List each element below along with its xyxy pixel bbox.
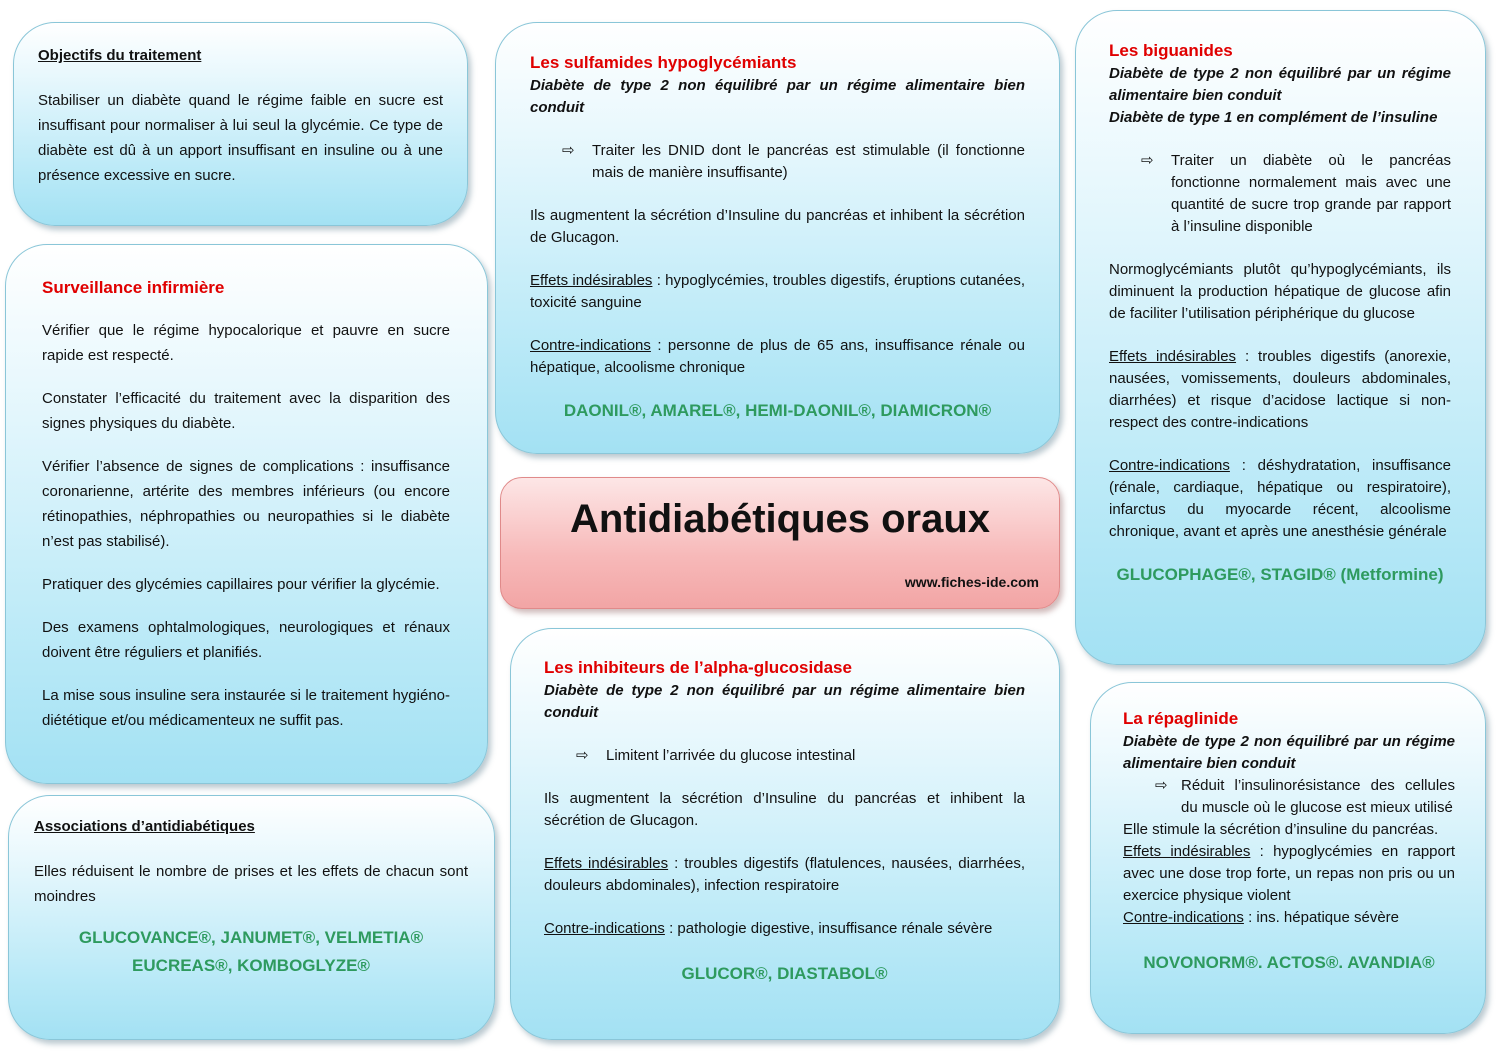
surveillance-paragraph: Constater l’efficacité du traitement avec la disparition des signes physiques du diabète. [42,390,450,432]
alpha-drugs: GLUCOR®, DIASTABOL® [681,964,888,983]
sulfamides-bullet [530,140,1025,184]
alpha-heading: Les inhibiteurs de l’alpha-glucosidase [544,658,852,677]
repaglinide-drugs: NOVONORM®. ACTOS®. AVANDIA® [1143,953,1435,972]
biguanides-indication-2: Diabète de type 1 en complément de l’insuline [1109,109,1438,126]
associations-heading: Associations d’antidiabétiques [34,818,255,835]
objectifs-text: Stabiliser un diabète quand le régime faible en sucre est insuffisant pour normaliser à lui seul la glycémie. Ce type de diabète est dû à un apport insuffisant en insuline ou à une présence excessive en sucre. [38,92,443,184]
biguanides-action: Normoglycémiants plutôt qu’hypoglycémiants, ils diminuent la production hépatique de glucose afin de faciliter l’utilisation périphérique du glucose [1109,261,1451,322]
arrow-right-icon: ⇨ [562,142,575,159]
repaglinide-bullet-text: Réduit l’insulinorésistance des cellules du muscle où le glucose est mieux utilisé [1181,777,1455,816]
sulfamides-indication: Diabète de type 2 non équilibré par un régime alimentaire bien conduit [530,77,1025,116]
repaglinide-heading: La répaglinide [1123,709,1239,728]
alpha-action: Ils augmentent la sécrétion d’Insuline du pancréas et inhibent la sécrétion de Glucagon. [544,790,1025,829]
sulfamides-card [495,22,1060,454]
website-label: www.fiches-ide.com [904,574,1039,590]
objectifs-card [13,22,468,226]
arrow-right-icon: ⇨ [1155,777,1168,794]
biguanides-indication-1: Diabète de type 2 non équilibré par un régime alimentaire bien conduit [1109,65,1451,104]
sulfamides-effects: Effets indésirables : hypoglycémies, troubles digestifs, éruptions cutanées, toxicité sanguine [530,272,1025,311]
alpha-card [510,628,1060,1040]
biguanides-contra: Contre-indications : déshydratation, insuffisance (rénale, cardiaque, hépatique ou respiratoire), infarctus du myocarde récent, alcoolisme chronique, avant et après une anesthésie générale [1109,457,1451,540]
sulfamides-bullet-text: Traiter les DNID dont le pancréas est stimulable (il fonctionne mais de manière insuffisante) [592,142,1025,181]
alpha-indication: Diabète de type 2 non équilibré par un régime alimentaire bien conduit [544,682,1025,721]
surveillance-paragraph: Des examens ophtalmologiques, neurologiques et rénaux doivent être réguliers et planifiés. [42,619,450,661]
surveillance-paragraph: La mise sous insuline sera instaurée si le traitement hygiéno-diététique et/ou médicamenteux ne suffit pas. [42,687,450,729]
surveillance-paragraph: Vérifier l’absence de signes de complications : insuffisance coronarienne, artérite des membres inférieurs (ou encore rétinopathies, néphropathies ou neuropathies si le diabète n’est pas stabilisé). [42,458,450,550]
biguanides-effects: Effets indésirables : troubles digestifs (anorexie, nausées, vomissements, douleurs abdominales, diarrhées) et risque d’acidose lactique si non-respect des contre-indications [1109,348,1451,431]
sulfamides-heading: Les sulfamides hypoglycémiants [530,53,797,72]
biguanides-drugs: GLUCOPHAGE®, STAGID® (Metformine) [1116,565,1444,584]
biguanides-heading: Les biguanides [1109,41,1233,60]
surveillance-paragraph: Pratiquer des glycémies capillaires pour vérifier la glycémie. [42,576,440,593]
sulfamides-drugs: DAONIL®, AMAREL®, HEMI-DAONIL®, DIAMICRON® [563,401,992,420]
repaglinide-indication: Diabète de type 2 non équilibré par un régime alimentaire bien conduit [1123,733,1455,772]
alpha-bullet [544,745,1025,767]
alpha-contra: Contre-indications : pathologie digestive, insuffisance rénale sévère [544,920,993,937]
title-banner [500,477,1060,609]
sulfamides-contra: Contre-indications : personne de plus de 65 ans, insuffisance rénale ou hépatique, alcoolisme chronique [530,337,1025,376]
objectifs-heading: Objectifs du traitement [38,47,202,64]
biguanides-bullet-text: Traiter un diabète où le pancréas fonctionne normalement mais avec une quantité de sucre trop grande par rapport à l’insuline disponible [1171,152,1451,235]
arrow-right-icon: ⇨ [576,747,589,764]
surveillance-card [5,244,488,784]
associations-text: Elles réduisent le nombre de prises et les effets de chacun sont moindres [34,863,468,905]
associations-drugs-line1: GLUCOVANCE®, JANUMET®, VELMETIA® [78,928,424,947]
repaglinide-action: Elle stimule la sécrétion d’insuline du pancréas. [1123,821,1439,838]
repaglinide-card [1090,682,1486,1034]
biguanides-bullet [1109,150,1451,238]
alpha-bullet-text: Limitent l’arrivée du glucose intestinal [606,747,856,764]
alpha-effects: Effets indésirables : troubles digestifs (flatulences, nausées, diarrhées, douleurs abdominales), infection respiratoire [544,855,1025,894]
page-title: Antidiabétiques oraux [569,497,991,541]
repaglinide-contra: Contre-indications : ins. hépatique sévère [1123,909,1400,926]
associations-card [8,795,495,1040]
surveillance-paragraph: Vérifier que le régime hypocalorique et pauvre en sucre rapide est respecté. [42,322,450,364]
surveillance-heading: Surveillance infirmière [42,278,225,297]
repaglinide-bullet [1123,775,1455,819]
associations-drugs-line2: EUCREAS®, KOMBOGLYZE® [132,956,370,975]
sulfamides-action: Ils augmentent la sécrétion d’Insuline du pancréas et inhibent la sécrétion de Glucagon. [530,207,1025,246]
biguanides-card [1075,10,1486,665]
arrow-right-icon: ⇨ [1141,152,1154,169]
repaglinide-effects: Effets indésirables : hypoglycémies en rapport avec une dose trop forte, un repas non pris ou un exercice physique violent [1123,843,1456,904]
